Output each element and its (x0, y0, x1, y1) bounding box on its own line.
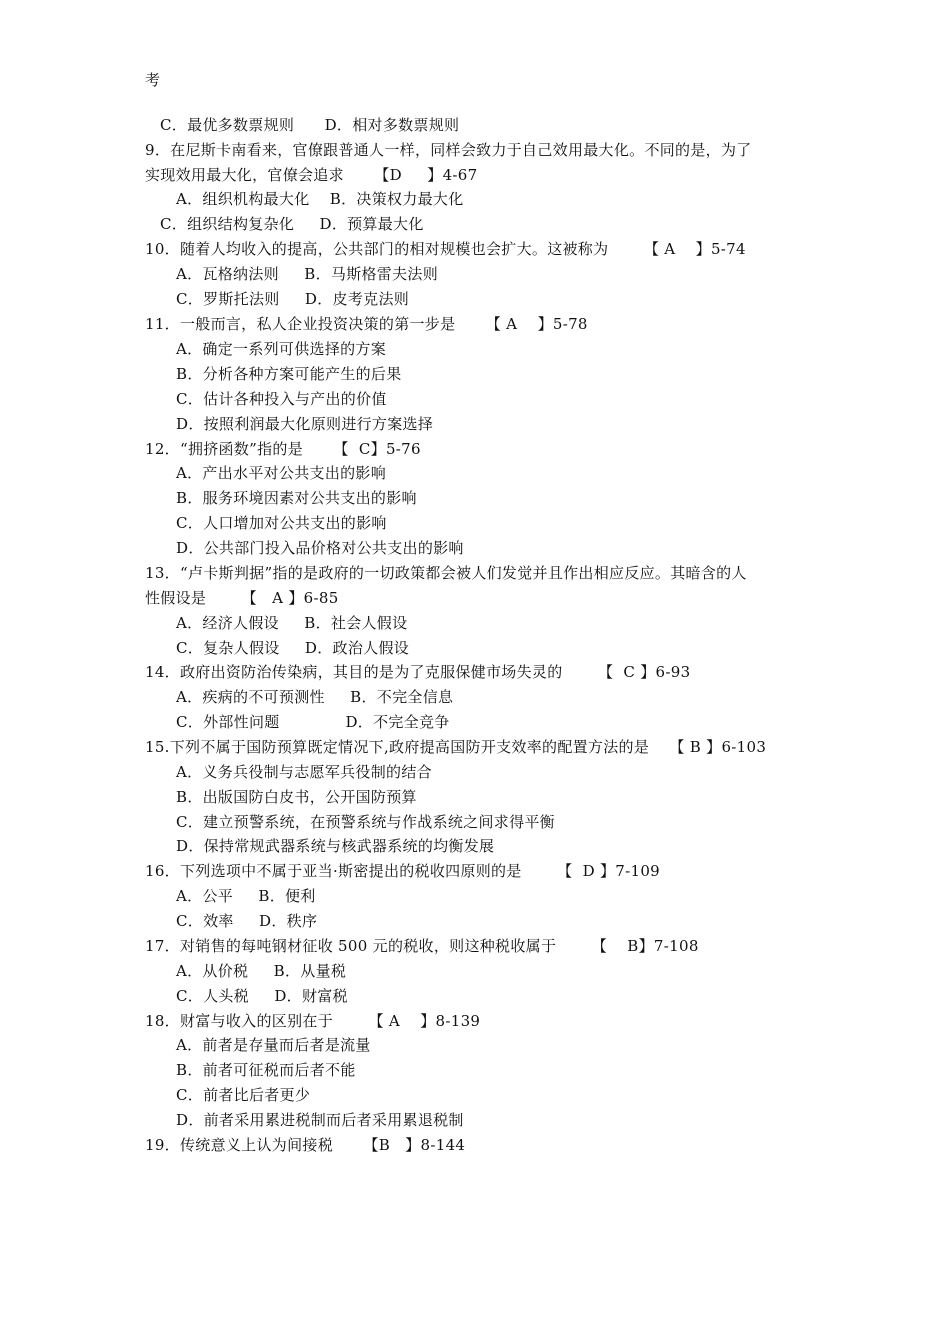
q11-option-c: C．估计各种投入与产出的价值 (176, 390, 387, 408)
q18-option-c: C．前者比后者更少 (176, 1086, 311, 1104)
q12-option-b: B．服务环境因素对公共支出的影响 (176, 489, 417, 507)
q9-options-ab: A．组织机构最大化 B．决策权力最大化 (176, 190, 464, 208)
q15-option-c: C．建立预警系统，在预警系统与作战系统之间求得平衡 (176, 813, 555, 831)
q8-options-cd: C．最优多数票规则 D．相对多数票规则 (160, 116, 460, 134)
q14-stem: 14．政府出资防治传染病，其目的是为了克服保健市场失灵的 【 C 】6-93 (145, 663, 691, 681)
q13-options-cd: C．复杂人假设 D．政治人假设 (176, 639, 410, 657)
q9-stem: 9．在尼斯卡南看来，官僚跟普通人一样，同样会致力于自己效用最大化。不同的是，为了 (145, 141, 752, 159)
q10-options-ab: A．瓦格纳法则 B．马斯格雷夫法则 (176, 265, 438, 283)
q11-stem: 11．一般而言，私人企业投资决策的第一步是 【 A 】5-78 (145, 315, 588, 333)
text-line-header: 考 (145, 71, 161, 89)
q10-stem: 10．随着人均收入的提高，公共部门的相对规模也会扩大。这被称为 【 A 】5-74 (145, 240, 746, 258)
q13-options-ab: A．经济人假设 B．社会人假设 (176, 614, 408, 632)
q17-options-cd: C．人头税 D．财富税 (176, 987, 348, 1005)
q12-stem: 12．“拥挤函数”指的是 【 C】5-76 (145, 440, 421, 458)
q15-option-d: D．保持常规武器系统与核武器系统的均衡发展 (176, 837, 495, 855)
q11-option-b: B．分析各种方案可能产生的后果 (176, 365, 402, 383)
q19-stem: 19．传统意义上认为间接税 【B 】8-144 (145, 1136, 466, 1154)
q15-stem: 15.下列不属于国防预算既定情况下,政府提高国防开支效率的配置方法的是 【 B 】6-103 (145, 738, 767, 756)
q13-stem-cont: 性假设是 【 A 】6-85 (145, 589, 339, 607)
q10-options-cd: C．罗斯托法则 D．皮考克法则 (176, 290, 410, 308)
q18-option-d: D．前者采用累进税制而后者采用累退税制 (176, 1111, 464, 1129)
q15-option-a: A．义务兵役制与志愿军兵役制的结合 (176, 763, 432, 781)
q14-options-cd: C．外部性问题 D．不完全竞争 (176, 713, 450, 731)
q16-stem: 16．下列选项中不属于亚当·斯密提出的税收四原则的是 【 D 】7-109 (145, 862, 661, 880)
q9-stem-cont: 实现效用最大化，官僚会追求 【D 】4-67 (145, 166, 478, 184)
q11-option-d: D．按照利润最大化原则进行方案选择 (176, 415, 434, 433)
q16-options-ab: A．公平 B．便利 (176, 887, 316, 905)
q14-options-ab: A．疾病的不可预测性 B．不完全信息 (176, 688, 454, 706)
q18-option-a: A．前者是存量而后者是流量 (176, 1036, 371, 1054)
q18-stem: 18．财富与收入的区别在于 【 A 】8-139 (145, 1012, 481, 1030)
q17-options-ab: A．从价税 B．从量税 (176, 962, 347, 980)
q12-option-c: C．人口增加对公共支出的影响 (176, 514, 387, 532)
q18-option-b: B．前者可征税而后者不能 (176, 1061, 356, 1079)
q12-option-d: D．公共部门投入品价格对公共支出的影响 (176, 539, 464, 557)
q9-options-cd: C．组织结构复杂化 D．预算最大化 (160, 215, 424, 233)
q15-option-b: B．出版国防白皮书，公开国防预算 (176, 788, 417, 806)
q11-option-a: A．确定一系列可供选择的方案 (176, 340, 387, 358)
q17-stem: 17．对销售的每吨钢材征收 500 元的税收，则这种税收属于 【 B】7-108 (145, 937, 699, 955)
q16-options-cd: C．效率 D．秩序 (176, 912, 318, 930)
q12-option-a: A．产出水平对公共支出的影响 (176, 464, 387, 482)
q13-stem: 13．“卢卡斯判据”指的是政府的一切政策都会被人们发觉并且作出相应反应。其暗含的人 (145, 564, 747, 582)
